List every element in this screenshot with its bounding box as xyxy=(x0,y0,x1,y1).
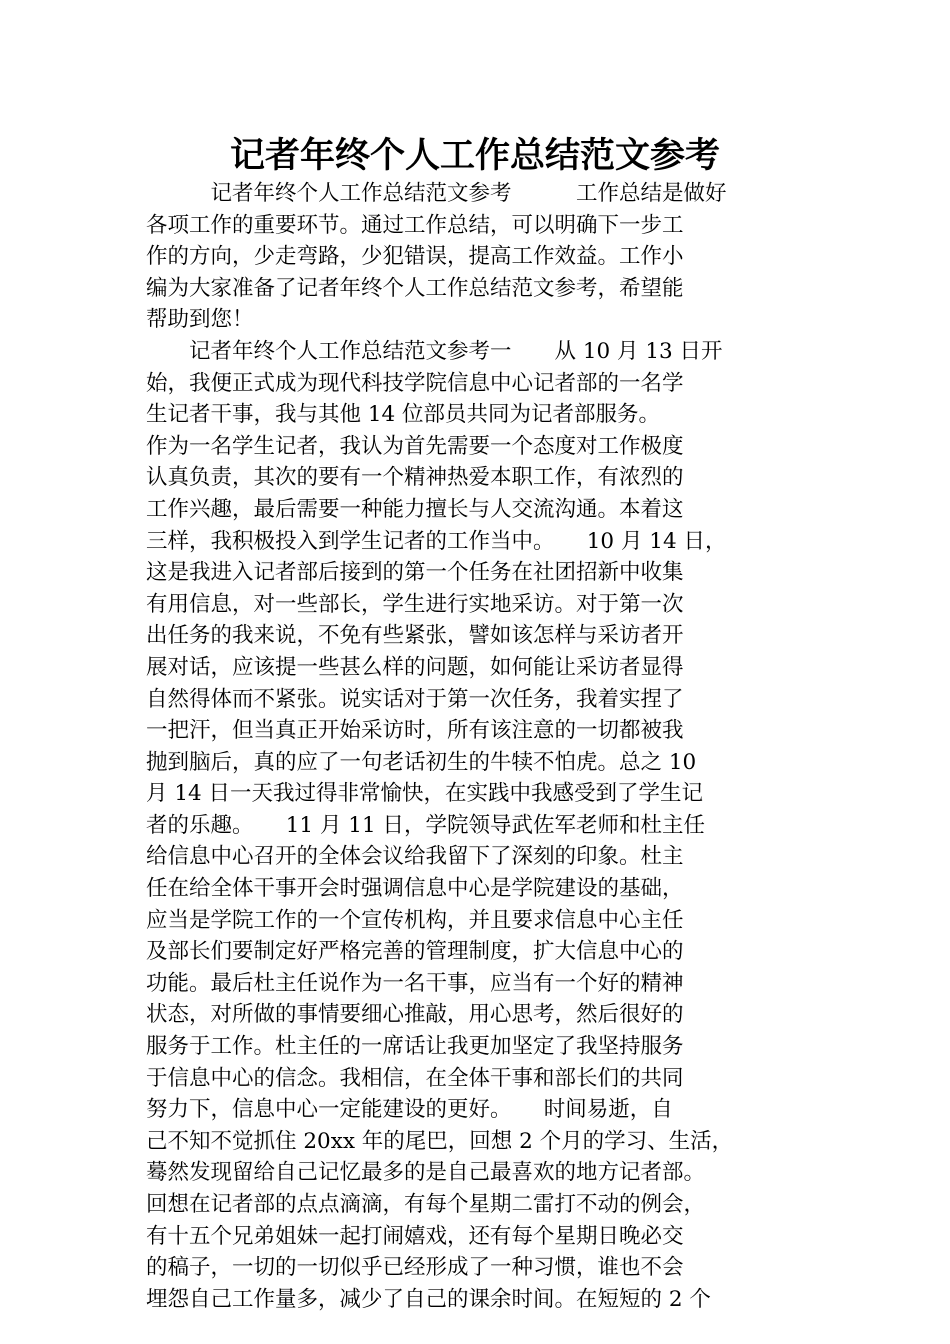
body-line: 任在给全体干事开会时强调信息中心是学院建设的基础， xyxy=(146,876,684,902)
body-line: 回想在记者部的点点滴滴，有每个星期二雷打不动的例会， xyxy=(146,1192,706,1217)
body-line: 埋怨自己工作量多，减少了自己的课余时间。在短短的 2 个 xyxy=(146,1286,711,1312)
body-line: 记者年终个人工作总结范文参考 工作总结是做好 xyxy=(146,181,727,206)
document-title: 记者年终个人工作总结范文参考 xyxy=(229,135,720,176)
body-line: 抛到脑后，真的应了一句老话初生的牛犊不怕虎。总之 10 xyxy=(146,749,697,775)
body-line: 努力下，信息中心一定能建设的更好。 时间易逝，自 xyxy=(146,1097,673,1123)
body-line: 认真负责，其次的要有一个精神热爱本职工作，有浓烈的 xyxy=(146,465,684,491)
body-line: 记者年终个人工作总结范文参考一 从 10 月 13 日开 xyxy=(146,338,723,364)
body-line: 功能。最后杜主任说作为一名干事，应当有一个好的精神 xyxy=(146,970,684,996)
body-line: 于信息中心的信念。我相信，在全体干事和部长们的共同 xyxy=(146,1065,684,1091)
body-line: 己不知不觉抓住 20xx 年的尾巴，回想 2 个月的学习、生活， xyxy=(146,1128,734,1154)
body-line: 各项工作的重要环节。通过工作总结，可以明确下一步工 xyxy=(146,212,684,238)
body-line: 这是我进入记者部后接到的第一个任务在社团招新中收集 xyxy=(146,560,684,586)
document-body xyxy=(146,178,814,1315)
body-line: 作的方向，少走弯路，少犯错误，提高工作效益。工作小 xyxy=(146,244,684,270)
body-line: 展对话，应该提一些甚么样的问题，如何能让采访者显得 xyxy=(146,654,684,680)
body-line: 月 14 日一天我过得非常愉快，在实践中我感受到了学生记 xyxy=(146,781,704,807)
body-line: 有十五个兄弟姐妹一起打闹嬉戏，还有每个星期日晚必交 xyxy=(146,1223,684,1249)
body-line: 状态，对所做的事情要细心推敲，用心思考，然后很好的 xyxy=(146,1002,684,1028)
body-line: 帮助到您！ xyxy=(146,307,254,333)
body-line: 及部长们要制定好严格完善的管理制度，扩大信息中心的 xyxy=(146,939,684,965)
body-line: 蓦然发现留给自己记忆最多的是自己最喜欢的地方记者部。 xyxy=(146,1160,706,1186)
body-line: 者的乐趣。 11 月 11 日，学院领导武佐军老师和杜主任 xyxy=(146,812,705,838)
body-line: 有用信息，对一些部长，学生进行实地采访。对于第一次 xyxy=(146,591,684,617)
body-line: 作为一名学生记者，我认为首先需要一个态度对工作极度 xyxy=(146,433,684,459)
body-line: 一把汗，但当真正开始采访时，所有该注意的一切都被我 xyxy=(146,718,684,744)
body-line: 工作兴趣，最后需要一种能力擅长与人交流沟通。本着这 xyxy=(146,496,684,522)
body-line: 应当是学院工作的一个宣传机构，并且要求信息中心主任 xyxy=(146,907,684,933)
body-line: 生记者干事，我与其他 14 位部员共同为记者部服务。 xyxy=(146,402,661,428)
body-line: 给信息中心召开的全体会议给我留下了深刻的印象。杜主 xyxy=(146,844,684,870)
body-line: 三样，我积极投入到学生记者的工作当中。 10 月 14 日， xyxy=(146,528,727,554)
body-line: 出任务的我来说，不免有些紧张，譬如该怎样与采访者开 xyxy=(146,623,684,649)
body-line: 编为大家准备了记者年终个人工作总结范文参考，希望能 xyxy=(146,275,684,301)
body-line: 自然得体而不紧张。说实话对于第一次任务，我着实捏了 xyxy=(146,686,684,712)
body-line: 的稿子，一切的一切似乎已经形成了一种习惯，谁也不会 xyxy=(146,1255,684,1281)
body-line: 始，我便正式成为现代科技学院信息中心记者部的一名学 xyxy=(146,370,684,396)
body-line: 服务于工作。杜主任的一席话让我更加坚定了我坚持服务 xyxy=(146,1034,684,1060)
